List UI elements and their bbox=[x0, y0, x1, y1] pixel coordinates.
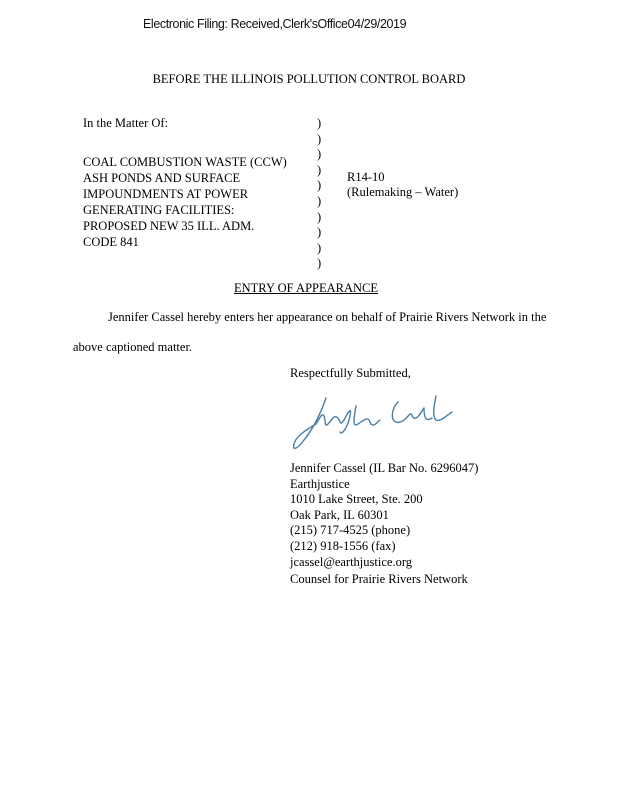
paren: ) bbox=[317, 147, 322, 162]
caption-line: COAL COMBUSTION WASTE (CCW) bbox=[83, 155, 287, 169]
paren: ) bbox=[317, 209, 322, 224]
docket-type: (Rulemaking – Water) bbox=[347, 185, 459, 199]
caption-line: PROPOSED NEW 35 ILL. ADM. bbox=[83, 219, 255, 233]
attorney-name: Jennifer Cassel (IL Bar No. 6296047) bbox=[290, 461, 479, 475]
fax-number: (212) 918-1556 (fax) bbox=[290, 538, 396, 553]
firm-name: Earthjustice bbox=[290, 476, 350, 491]
caption-line: IMPOUNDMENTS AT POWER bbox=[83, 187, 249, 201]
case-caption bbox=[83, 154, 287, 250]
body-text-line-2: above captioned matter. bbox=[73, 340, 193, 354]
matter-label: In the Matter Of: bbox=[83, 116, 169, 130]
caption-line: ASH PONDS AND SURFACE bbox=[83, 171, 241, 185]
docket-info bbox=[347, 170, 458, 200]
docket-number: R14-10 bbox=[347, 170, 385, 184]
board-heading: BEFORE THE ILLINOIS POLLUTION CONTROL BOARD bbox=[152, 72, 466, 86]
address-street: 1010 Lake Street, Ste. 200 bbox=[290, 492, 423, 507]
caption-parentheses bbox=[317, 116, 321, 272]
address-city: Oak Park, IL 60301 bbox=[290, 507, 389, 522]
paren: ) bbox=[317, 131, 322, 146]
caption-line: CODE 841 bbox=[83, 235, 139, 249]
body-text-line-1: Jennifer Cassel hereby enters her appearance on behalf of Prairie Rivers Network in the bbox=[108, 310, 547, 324]
phone-number: (215) 717-4525 (phone) bbox=[290, 523, 411, 538]
document-title: ENTRY OF APPEARANCE bbox=[234, 281, 379, 295]
caption-line: GENERATING FACILITIES: bbox=[83, 203, 235, 217]
email-address: jcassel@earthjustice.org bbox=[290, 554, 413, 569]
paren: ) bbox=[317, 225, 322, 240]
paren: ) bbox=[317, 256, 322, 271]
counsel-line: Counsel for Prairie Rivers Network bbox=[290, 572, 468, 586]
signature-image bbox=[286, 388, 461, 460]
closing-salutation: Respectfully Submitted, bbox=[290, 366, 411, 380]
paren: ) bbox=[317, 116, 322, 130]
paren: ) bbox=[317, 240, 322, 255]
paren: ) bbox=[317, 178, 322, 193]
signature-block bbox=[290, 461, 478, 570]
paren: ) bbox=[317, 193, 322, 208]
electronic-filing-stamp: Electronic Filing: Received,Clerk'sOffice04/29/2019 bbox=[143, 17, 407, 31]
paren: ) bbox=[317, 162, 322, 177]
